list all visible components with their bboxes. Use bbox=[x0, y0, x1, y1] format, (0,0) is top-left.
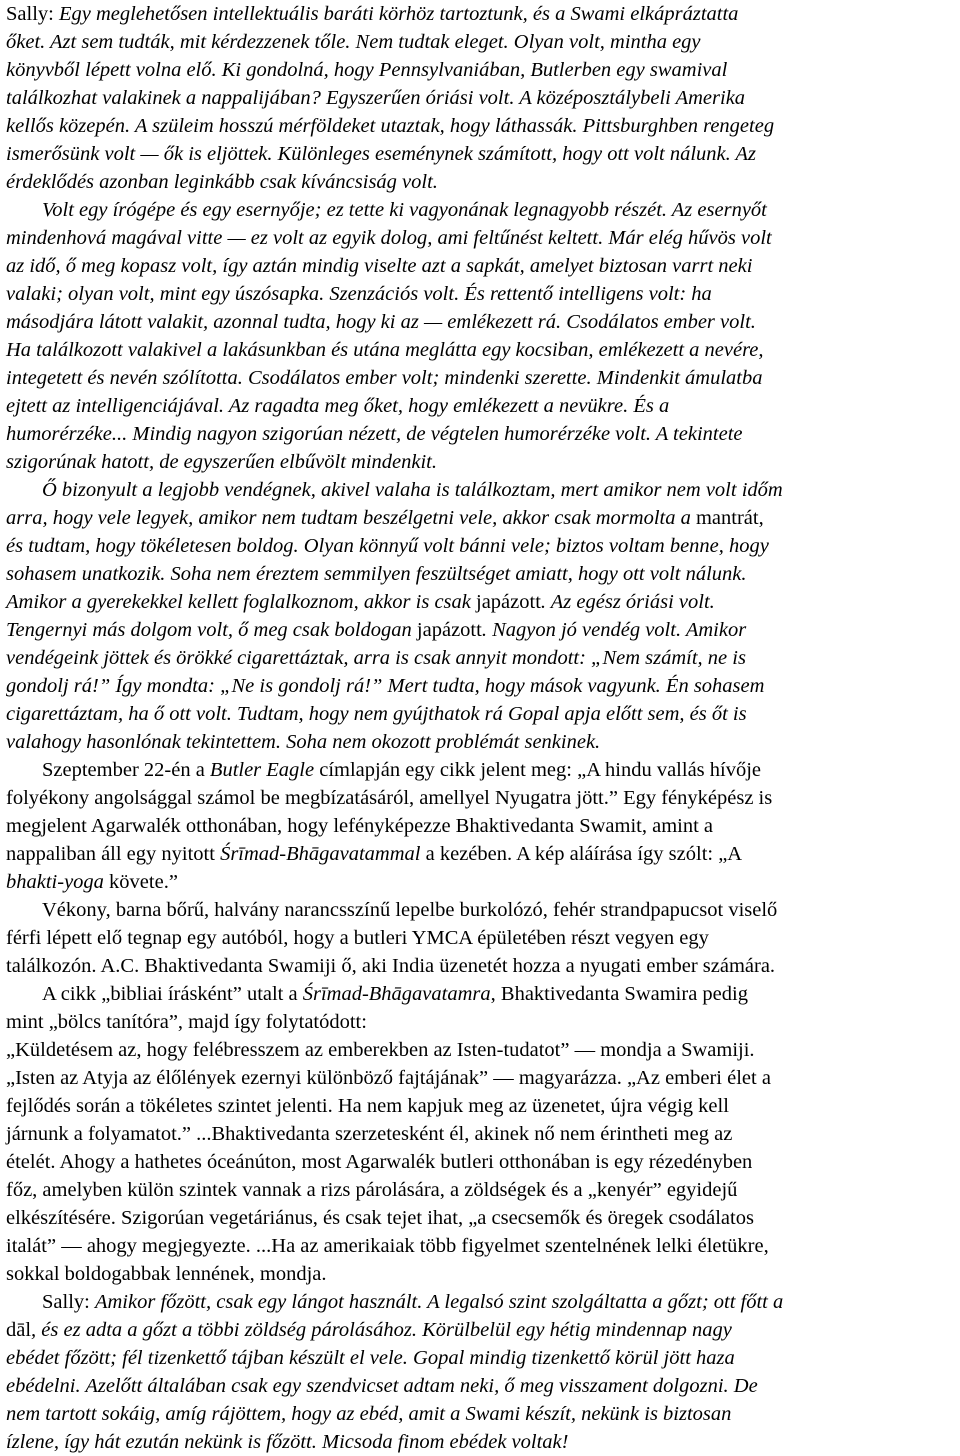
text-line bbox=[6, 588, 715, 616]
text-line bbox=[6, 560, 747, 588]
text-line bbox=[42, 476, 783, 504]
text-line bbox=[42, 896, 777, 924]
text-segment: és tudtam, hogy tökéletesen boldog. Olyan könnyű volt bánni vele; biztos voltam benne, hogy bbox=[6, 535, 769, 557]
text-line bbox=[6, 1176, 737, 1204]
text-line bbox=[6, 56, 727, 84]
text-line bbox=[6, 1148, 752, 1176]
text-segment: ebédet főzött; fél tizenkettő tájban készült el vele. Gopal mindig tizenkettő körül jött haza bbox=[6, 1347, 735, 1369]
text-line bbox=[6, 448, 437, 476]
text-segment: ismerősünk volt — ők is eljöttek. Különleges eseménynek számított, hogy ott volt nálunk. Az bbox=[6, 143, 757, 165]
text-segment: valahogy hasonlónak tekintettem. Soha nem okozott problémát senkinek. bbox=[6, 731, 601, 753]
text-segment: . Az egész óriási volt. bbox=[540, 591, 715, 613]
text-line bbox=[6, 1008, 367, 1036]
text-line bbox=[6, 672, 764, 700]
text-segment: ételét. Ahogy a hathetes óceánúton, most Agarwalék butleri otthonában is egy rézedényben bbox=[6, 1151, 753, 1173]
text-segment: folyékony angolsággal számol be megbízatásáról, amellyel Nyugatra jött.” Egy fényképész is bbox=[6, 787, 773, 809]
text-line bbox=[6, 1036, 755, 1064]
text-segment: szigorúnak hatott, de egyszerűen elbűvölt mindenkit. bbox=[6, 451, 437, 473]
text-line bbox=[6, 392, 669, 420]
text-line bbox=[6, 1400, 731, 1428]
text-line bbox=[42, 196, 767, 224]
text-segment: Vékony, barna bőrű, halvány narancsszínű lepelbe burkolózó, fehér strandpapucsot viselő bbox=[42, 899, 778, 921]
text-line bbox=[6, 1344, 735, 1372]
text-segment: elkészítésére. Szigorúan vegetáriánus, és csak tejet ihat, „a csecsemők és öregek csodálatos bbox=[6, 1207, 754, 1229]
text-segment: Ha találkozott valakivel a lakásunkban és utána meglátta egy kocsiban, emlékezett a nevére, bbox=[6, 339, 764, 361]
text-line bbox=[6, 840, 742, 868]
text-segment: , Bhaktivedanta Swamira pedig bbox=[490, 983, 748, 1005]
text-line bbox=[6, 1372, 758, 1400]
text-line bbox=[6, 1092, 729, 1120]
text-line bbox=[6, 28, 701, 56]
text-line bbox=[6, 812, 713, 840]
text-segment: sohasem unatkozik. Soha nem éreztem semmilyen feszültséget amiatt, hogy ott volt nálunk. bbox=[6, 563, 747, 585]
text-segment: járnunk a folyamatot.” ...Bhaktivedanta szerzetesként él, akinek nő nem érintheti meg az bbox=[6, 1123, 733, 1145]
text-line bbox=[6, 224, 772, 252]
text-line bbox=[42, 756, 761, 784]
text-segment: Amikor a gyerekekkel kellett foglalkoznom, akkor is csak bbox=[6, 591, 476, 613]
text-line bbox=[6, 1120, 732, 1148]
text-segment: főz, amelyben külön szintek vannak a rizs párolására, a zöldségek és a „kenyér” egyidejű bbox=[6, 1179, 738, 1201]
text-segment: Ő bizonyult a legjobb vendégnek, akivel valaha is találkoztam, mert amikor nem volt időm bbox=[42, 479, 783, 501]
text-line bbox=[42, 1288, 783, 1316]
text-segment: Szeptember 22-én a bbox=[42, 759, 210, 781]
text-segment: Volt egy írógépe és egy esernyője; ez tette ki vagyonának legnagyobb részét. Az esernyőt bbox=[42, 199, 767, 221]
text-line bbox=[6, 336, 764, 364]
text-line bbox=[6, 112, 774, 140]
text-line bbox=[6, 1204, 754, 1232]
text-segment: másodjára látott valakit, azonnal tudta, hogy ki az — emlékezett rá. Csodálatos ember volt. bbox=[6, 311, 756, 333]
text-segment: arra, hogy vele legyek, amikor nem tudtam beszélgetni vele, akkor csak mormolta a bbox=[6, 507, 696, 529]
text-segment: mint „bölcs tanítóra”, majd így folytatódott: bbox=[6, 1011, 367, 1033]
text-segment: „Isten az Atyja az élőlények ezernyi különböző fajtájának” — magyarázza. „Az emberi élet a bbox=[6, 1067, 771, 1089]
text-line bbox=[6, 280, 712, 308]
text-line bbox=[42, 980, 748, 1008]
text-line bbox=[6, 420, 743, 448]
text-line bbox=[6, 784, 772, 812]
text-segment: integetett és nevén szólította. Csodálatos ember volt; mindenki szerette. Mindenkit ámulatba bbox=[6, 367, 763, 389]
text-line bbox=[6, 1260, 327, 1288]
text-line bbox=[6, 84, 745, 112]
text-segment: könyvből lépett volna elő. Ki gondolná, hogy Pennsylvaniában, Butlerben egy swamival bbox=[6, 59, 728, 81]
text-segment: férfi lépett elő tegnap egy autóból, hogy a butleri YMCA épületében részt vegyen egy bbox=[6, 927, 709, 949]
text-segment: italát” — ahogy megjegyezte. ...Ha az amerikaiak több figyelmet szentelnének lelki életükre, bbox=[6, 1235, 769, 1257]
text-segment: őket. Azt sem tudták, mit kérdezzenek tőle. Nem tudtak eleget. Olyan volt, mintha egy bbox=[6, 31, 701, 53]
text-segment: mindenhová magával vitte — ez volt az egyik dolog, ami feltűnést keltett. Már elég hűvös volt bbox=[6, 227, 772, 249]
text-line bbox=[6, 504, 764, 532]
text-segment: fejlődés során a tökéletes szintet jelenti. Ha nem kapjuk meg az üzenetet, újra végig kell bbox=[6, 1095, 729, 1117]
text-line bbox=[6, 1064, 771, 1092]
text-segment: ebédelni. Azelőtt általában csak egy szendvicset adtam neki, ő meg visszament dolgozni. De bbox=[6, 1375, 758, 1397]
text-segment: találkozhat valakinek a nappalijában? Egyszerűen óriási volt. A középosztálybeli Amerika bbox=[6, 87, 746, 109]
text-segment: japázott bbox=[416, 619, 482, 641]
text-segment: A cikk „bibliai írásként” utalt a bbox=[42, 983, 303, 1005]
text-segment: követe.” bbox=[103, 871, 178, 893]
text-segment: Butler Eagle bbox=[209, 759, 315, 781]
text-segment: Tengernyi más dolgom volt, ő meg csak boldogan bbox=[6, 619, 417, 641]
text-segment: Sally: bbox=[6, 3, 59, 25]
text-line bbox=[6, 952, 775, 980]
text-segment: humorérzéke... Mindig nagyon szigorúan nézett, de végtelen humorérzéke volt. A tekintete bbox=[6, 423, 743, 445]
text-line bbox=[6, 140, 756, 168]
text-segment: nem tartott sokáig, amíg rájöttem, hogy az ebéd, amit a Swami készít, nekünk is biztosan bbox=[6, 1403, 732, 1425]
text-segment: ejtett az intelligenciájával. Az ragadta meg őket, hogy emlékezett a nevükre. És a bbox=[6, 395, 670, 417]
text-line bbox=[6, 728, 600, 756]
text-segment: „Küldetésem az, hogy felébresszem az emberekben az Isten-tudatot” — mondja a Swamiji. bbox=[6, 1039, 755, 1061]
text-segment: japázott bbox=[476, 591, 541, 613]
text-line bbox=[6, 616, 746, 644]
text-segment: bhakti-yoga bbox=[6, 871, 104, 893]
text-segment: Amikor főzött, csak egy lángot használt. A legalsó szint szolgáltatta a gőzt; ott főtt a bbox=[94, 1291, 784, 1313]
text-segment: Śrīmad-Bhāgavatamra bbox=[302, 983, 491, 1005]
text-line bbox=[6, 252, 752, 280]
text-segment: kellős közepén. A szüleim hosszú mérföldeket utaztak, hogy láthassák. Pittsburghben rengeteg bbox=[6, 115, 775, 137]
text-segment: ízlene, így hát ezután nekünk is főzött. Micsoda finom ebédek voltak! bbox=[6, 1431, 569, 1453]
text-segment: gondolj rá!” Így mondta: „Ne is gondolj rá!” Mert tudta, hogy mások vagyunk. Én sohasem bbox=[6, 675, 765, 697]
text-segment: Sally: bbox=[42, 1291, 95, 1313]
text-segment: dāl bbox=[6, 1319, 32, 1341]
text-line bbox=[6, 0, 738, 28]
text-line bbox=[6, 924, 709, 952]
text-segment: vendégeink jöttek és örökké cigarettáztak, arra is csak annyit mondott: „Nem számít, ne is bbox=[6, 647, 746, 669]
text-segment: találkozón. A.C. Bhaktivedanta Swamiji ő, aki India üzenetét hozza a nyugati ember számára. bbox=[6, 955, 776, 977]
text-segment: nappaliban áll egy nyitott bbox=[6, 843, 221, 865]
text-line bbox=[6, 532, 769, 560]
text-segment: érdeklődés azonban leginkább csak kíváncsiság volt. bbox=[6, 171, 438, 193]
text-segment: a kezében. A kép aláírása így szólt: „A bbox=[420, 843, 743, 865]
text-segment: az idő, ő meg kopasz volt, így aztán mindig viselte azt a sapkát, amelyet biztosan varrt neki bbox=[6, 255, 753, 277]
text-segment: Egy meglehetősen intellektuális baráti körhöz tartoztunk, és a Swami elkápráztatta bbox=[58, 3, 739, 25]
text-line bbox=[6, 700, 747, 728]
text-line bbox=[6, 308, 756, 336]
text-line bbox=[6, 168, 438, 196]
text-segment: . Nagyon jó vendég volt. Amikor bbox=[481, 619, 747, 641]
text-line bbox=[6, 1232, 769, 1260]
text-segment: megjelent Agarwalék otthonában, hogy lefényképezze Bhaktivedanta Swamit, amint a bbox=[6, 815, 714, 837]
text-segment: cigarettáztam, ha ő ott volt. Tudtam, hogy nem gyújthatok rá Gopal apja előtt sem, és őt is bbox=[6, 703, 747, 725]
text-segment: valaki; olyan volt, mint egy úszósapka. Szenzációs volt. És rettentő intelligens volt: ha bbox=[6, 283, 712, 305]
text-segment: mantrát, bbox=[695, 507, 764, 529]
text-segment: sokkal boldogabbak lennének, mondja. bbox=[6, 1263, 327, 1285]
text-segment: , és ez adta a gőzt a többi zöldség párolásához. Körülbelül egy hétig mindennap nagy bbox=[31, 1319, 732, 1341]
text-line bbox=[6, 364, 762, 392]
text-line bbox=[6, 644, 746, 672]
text-line bbox=[6, 868, 178, 896]
text-segment: címlapján egy cikk jelent meg: „A hindu vallás hívője bbox=[314, 759, 762, 781]
text-line bbox=[6, 1428, 568, 1456]
text-segment: Śrīmad-Bhāgavatammal bbox=[220, 843, 421, 865]
text-line bbox=[6, 1316, 732, 1344]
